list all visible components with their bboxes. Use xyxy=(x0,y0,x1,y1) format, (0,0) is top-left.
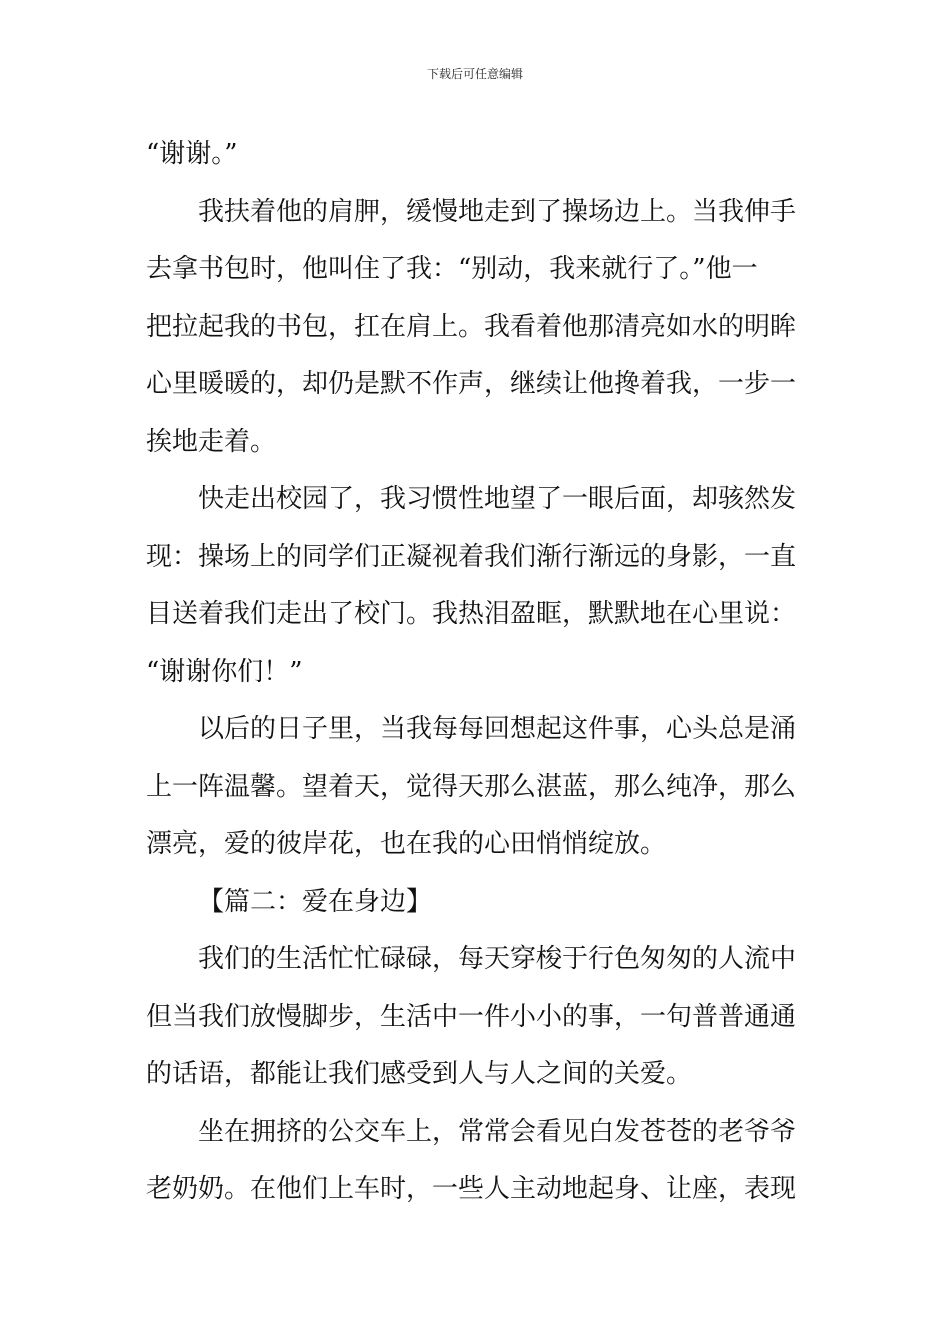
text-line: 上一阵温馨。望着天，觉得天那么湛蓝，那么纯净，那么 xyxy=(146,771,797,802)
text-line: 目送着我们走出了校门。我热泪盈眶，默默地在心里说： xyxy=(146,599,797,629)
text-line: 坐在拥挤的公交车上，常常会看见白发苍苍的老爷爷 xyxy=(198,1116,797,1147)
body-text xyxy=(146,126,816,1219)
text-line: 快走出校园了，我习惯性地望了一眼后面，却骇然发 xyxy=(198,484,797,514)
text-line: 以后的日子里，当我每每回想起这件事，心头总是涌 xyxy=(198,714,797,744)
page-header: 下载后可任意编辑 xyxy=(426,67,523,81)
section-heading: 【篇二：爱在身边】 xyxy=(198,886,433,917)
text-line: 漂亮，爱的彼岸花，也在我的心田悄悄绽放。 xyxy=(146,829,667,859)
text-line: 心里暖暖的，却仍是默不作声，继续让他搀着我，一步一 xyxy=(146,369,797,399)
text-line: “谢谢。” xyxy=(146,139,238,169)
text-line: 把拉起我的书包，扛在肩上。我看着他那清亮如水的明眸 xyxy=(146,311,797,342)
text-line: 但当我们放慢脚步，生活中一件小小的事，一句普普通通 xyxy=(146,1001,797,1032)
text-line: 老奶奶。在他们上车时，一些人主动地起身、让座，表现 xyxy=(146,1174,797,1204)
text-line: 的话语，都能让我们感受到人与人之间的关爱。 xyxy=(146,1059,693,1089)
text-line: 现：操场上的同学们正凝视着我们渐行渐远的身影，一直 xyxy=(146,541,797,572)
text-line: 去拿书包时，他叫住了我：“别动，我来就行了。”他一 xyxy=(146,254,758,284)
text-line: 我扶着他的肩胛，缓慢地走到了操场边上。当我伸手 xyxy=(198,196,797,227)
text-line: “谢谢你们！” xyxy=(146,656,303,687)
text-line: 挨地走着。 xyxy=(146,426,277,457)
text-line: 我们的生活忙忙碌碌，每天穿梭于行色匆匆的人流中 xyxy=(198,944,797,974)
